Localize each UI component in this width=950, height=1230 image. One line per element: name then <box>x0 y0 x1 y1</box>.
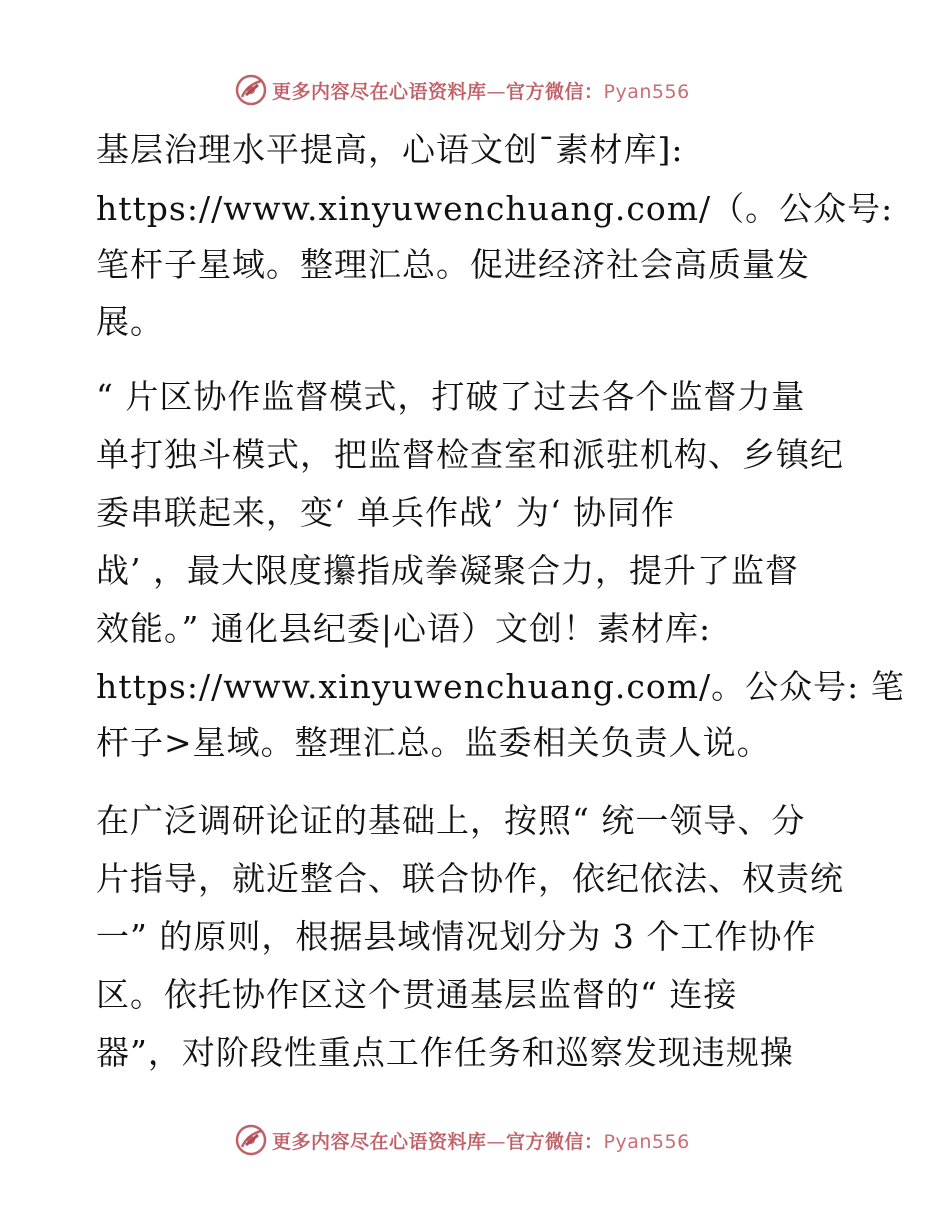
logo-icon <box>234 73 268 107</box>
text-line: 一” 的原则，根据县域情况划分为 3 个工作协作 <box>96 917 817 956</box>
text-line: 展。 <box>96 302 164 341</box>
text-line: 器”，对阶段性重点工作任务和巡察发现违规操 <box>96 1033 794 1072</box>
text-line: https://www.xinyuwenchuang.com/。公众号: 笔 <box>96 667 905 706</box>
text-line: “ 片区协作监督模式，打破了过去各个监督力量 <box>96 377 806 416</box>
text-line: 单打独斗模式，把监督检查室和派驻机构、乡镇纪 <box>96 435 844 474</box>
separator: — <box>486 1130 507 1153</box>
separator: — <box>486 80 507 103</box>
text-line: 基层治理水平提高，心语文创¯素材库]: <box>96 130 684 169</box>
text-line: 笔杆子星域。整理汇总。促进经济社会高质量发 <box>96 245 810 284</box>
text-line: 委串联起来，变‘ 单兵作战’ 为‘ 协同作 <box>96 493 675 532</box>
header-watermark-text <box>272 77 690 104</box>
wechat-label: 官方微信： <box>506 1130 604 1153</box>
text-line: 杆子>星域。整理汇总。监委相关负责人说。 <box>96 723 771 762</box>
wechat-handle: Pyan556 <box>603 1130 690 1153</box>
text-line: 区。依托协作区这个贯通基层监督的“ 连接 <box>96 975 738 1014</box>
text-line: https://www.xinyuwenchuang.com/（。公众号: <box>96 189 894 228</box>
footer-watermark-text <box>272 1127 690 1154</box>
text-line: 片指导，就近整合、联合协作，依纪依法、权责统 <box>96 859 844 898</box>
wechat-handle: Pyan556 <box>603 80 690 103</box>
wechat-label: 官方微信： <box>506 80 604 103</box>
site-text: 更多内容尽在心语资料库 <box>272 1130 487 1153</box>
text-line: 战’ ，最大限度攥指成拳凝聚合力，提升了监督 <box>96 551 799 590</box>
footer-watermark <box>234 1122 754 1158</box>
logo-icon <box>234 1123 268 1157</box>
site-text: 更多内容尽在心语资料库 <box>272 80 487 103</box>
text-line: 效能。” 通化县纪委|心语）文创！素材库: <box>96 609 712 648</box>
text-line: 在广泛调研论证的基础上，按照“ 统一领导、分 <box>96 801 806 840</box>
header-watermark <box>234 72 754 108</box>
